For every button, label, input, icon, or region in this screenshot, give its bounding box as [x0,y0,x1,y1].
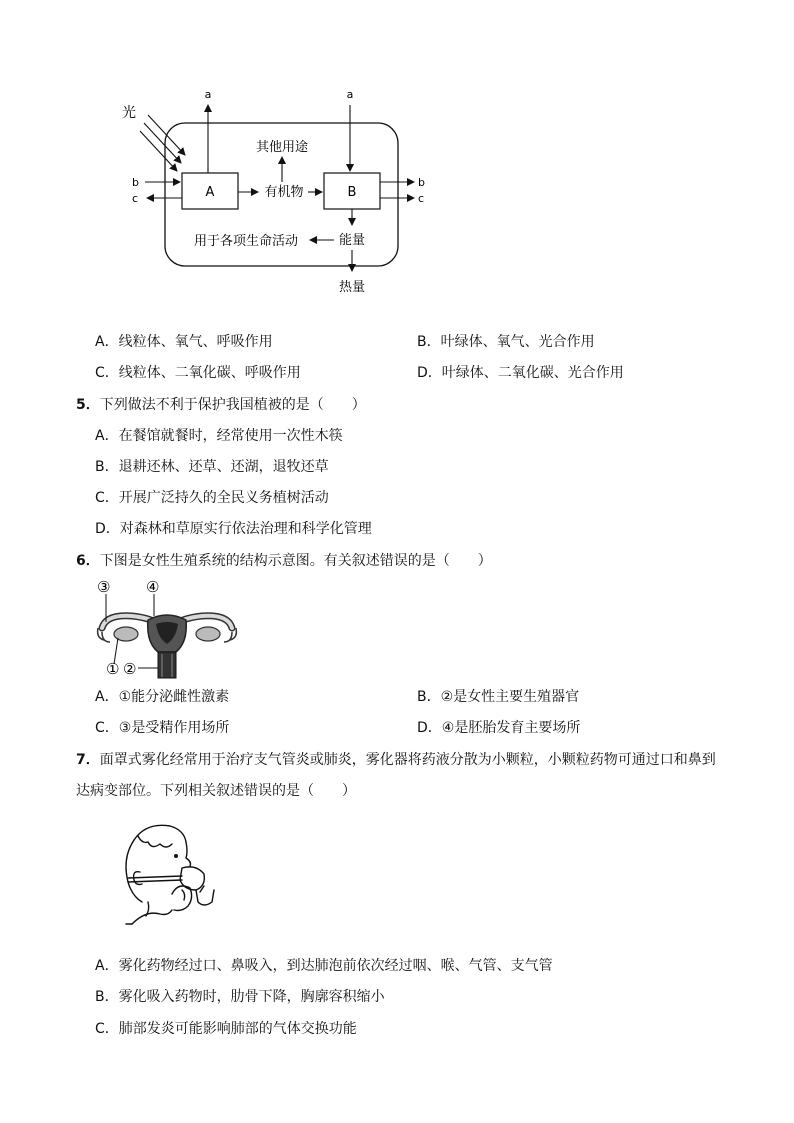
energy-label: 能量 [338,233,366,248]
a-top-right: a [346,88,354,101]
q5-text: 下列做法不利于保护我国植被的是（ ） [99,397,366,413]
organic-label: 有机物 [264,185,304,200]
q6-option-b: B．②是女性主要生殖器官 [417,689,580,705]
q7-option-a: A．雾化药物经过口、鼻吸入，到达肺泡前依次经过咽、喉、气管、支气管 [95,958,553,974]
label-1: ① [106,660,120,678]
c-right: c [418,192,425,205]
q7-text-1: 面罩式雾化经常用于治疗支气管炎或肺炎，雾化器将药液分散为小颗粒，小颗粒药物可通过口和鼻到 [99,752,716,768]
q6-stem [76,550,492,570]
other-use-label: 其他用途 [255,140,309,155]
label-3: ③ [97,578,111,596]
q7-number: 7． [76,752,100,768]
female-reproductive-system-diagram [92,576,242,680]
q7-option-b: B．雾化吸入药物时，肋骨下降，胸廓容积缩小 [95,989,385,1005]
q6-number: 6． [76,553,100,569]
q7-stem-line2: 达病变部位。下列相关叙述错误的是（ ） [76,783,356,799]
a-top-left: a [204,88,212,101]
b-right: b [418,176,425,189]
label-4: ④ [146,578,160,596]
q6-option-c: C．③是受精作用场所 [95,720,230,736]
c-left: c [132,192,139,205]
vagina [158,652,176,678]
q4-option-b: B．叶绿体、氧气、光合作用 [417,334,595,350]
q4-option-c: C．线粒体、二氧化碳、呼吸作用 [95,365,301,381]
q6-text: 下图是女性生殖系统的结构示意图。有关叙述错误的是（ ） [99,553,492,569]
ovary-right [196,627,220,641]
organelle-a-label: A [205,185,215,200]
life-activity-label: 用于各项生命活动 [193,234,299,249]
q4-option-d: D．叶绿体、二氧化碳、光合作用 [417,365,624,381]
q5-stem [76,394,366,414]
q5-option-c: C．开展广泛持久的全民义务植树活动 [95,490,329,506]
q7-option-c: C．肺部发炎可能影响肺部的气体交换功能 [95,1021,357,1037]
q7-stem-line1 [76,749,716,769]
q5-number: 5． [76,397,100,413]
nebulizer-child-illustration [112,820,227,928]
q6-option-d: D．④是胚胎发育主要场所 [417,720,581,736]
light-label: 光 [122,105,136,121]
q5-option-d: D．对森林和草原实行依法治理和科学化管理 [95,521,372,537]
photosynthesis-respiration-diagram [110,85,440,300]
q5-option-a: A．在餐馆就餐时，经常使用一次性木筷 [95,428,343,444]
b-left: b [132,176,139,189]
organelle-b-label: B [347,185,357,200]
heat-label: 热量 [338,280,366,295]
q6-option-a: A．①能分泌雌性激素 [95,689,230,705]
label-2: ② [123,660,137,678]
q4-option-a: A．线粒体、氧气、呼吸作用 [95,334,273,350]
q5-option-b: B．退耕还林、还草、还湖，退牧还草 [95,459,329,475]
